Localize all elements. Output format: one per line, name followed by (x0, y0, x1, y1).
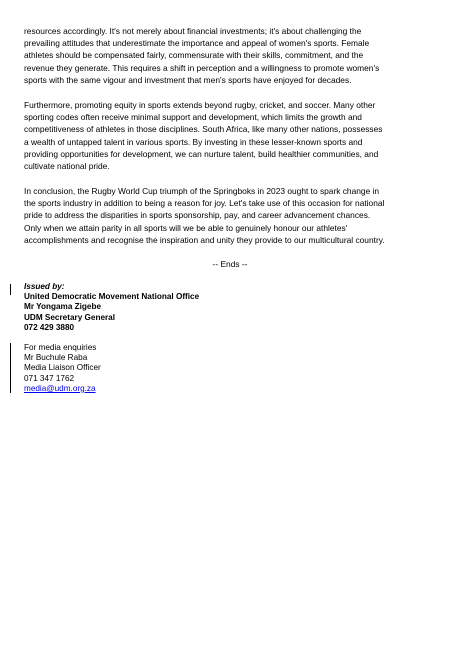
change-bar (10, 343, 11, 393)
paragraph-line: athletes should be compensated fairly, commensurate with their skills, commitment, and the (24, 50, 364, 61)
media-contact-title: Media Liaison Officer (24, 363, 101, 373)
media-contact-name: Mr Buchule Raba (24, 353, 88, 363)
ends-marker: -- Ends -- (212, 259, 248, 269)
paragraph-line: sports with the same vigour and investment that men's sports have enjoyed for decades. (24, 74, 352, 85)
paragraph-line: cultivate national pride. (24, 161, 110, 172)
paragraph-line: resources accordingly. It's not merely about financial investments; it's about challenging the (24, 26, 362, 36)
paragraph-line: Only when we attain parity in all sports will we be able to genuinely honour our athletes' (24, 222, 348, 233)
body-paragraph-2 (24, 99, 439, 172)
paragraph-line: Furthermore, promoting equity in sports extends beyond rugby, cricket, and soccer. Many other (24, 100, 376, 110)
media-contact-phone: 071 347 1762 (24, 373, 75, 383)
body-paragraph-3 (24, 185, 439, 246)
issuer-organisation: United Democratic Movement National Office (24, 292, 200, 302)
paragraph-line: competitiveness of athletes in those disciplines. South Africa, like many other nations, possesses (24, 124, 383, 135)
paragraph-line: accomplishments and recognise the inspiration and unity they provide to our multicultural country. (24, 234, 385, 245)
body-paragraph-1 (24, 25, 439, 86)
paragraph-line: prevailing attitudes that underestimate the importance and appeal of women's sports. Female (24, 38, 370, 49)
issuer-name: Mr Yongama Zigebe (24, 302, 102, 312)
paragraph-line: sporting codes often receive minimal support and development, which limits the growth and (24, 112, 362, 123)
paragraph-line: providing opportunities for development, we can nurture talent, build healthier communities, and (24, 148, 379, 159)
change-bar (10, 284, 11, 295)
issued-by-block (24, 282, 199, 333)
issuer-phone: 072 429 3880 (24, 322, 75, 332)
paragraph-line: pride to address the disparities in sports sponsorship, pay, and career advancement chances. (24, 210, 371, 221)
paragraph-line: revenue they generate. This requires a shift in perception and a willingness to promote women's (24, 62, 380, 73)
media-heading: For media enquiries (24, 343, 97, 352)
media-contact-block (24, 343, 101, 394)
media-email-link[interactable]: media@udm.org.za (24, 383, 96, 393)
paragraph-line: the sports industry in addition to being a reason for joy. Let's take use of this occasion for national (24, 198, 385, 209)
issued-by-label: Issued by: (24, 282, 65, 291)
paragraph-line: In conclusion, the Rugby World Cup triumph of the Springboks in 2023 ought to spark change in (24, 186, 380, 196)
paragraph-line: a wealth of untapped talent in various sports. By investing in these lesser-known sports and (24, 136, 363, 147)
issuer-title: UDM Secretary General (24, 312, 116, 322)
